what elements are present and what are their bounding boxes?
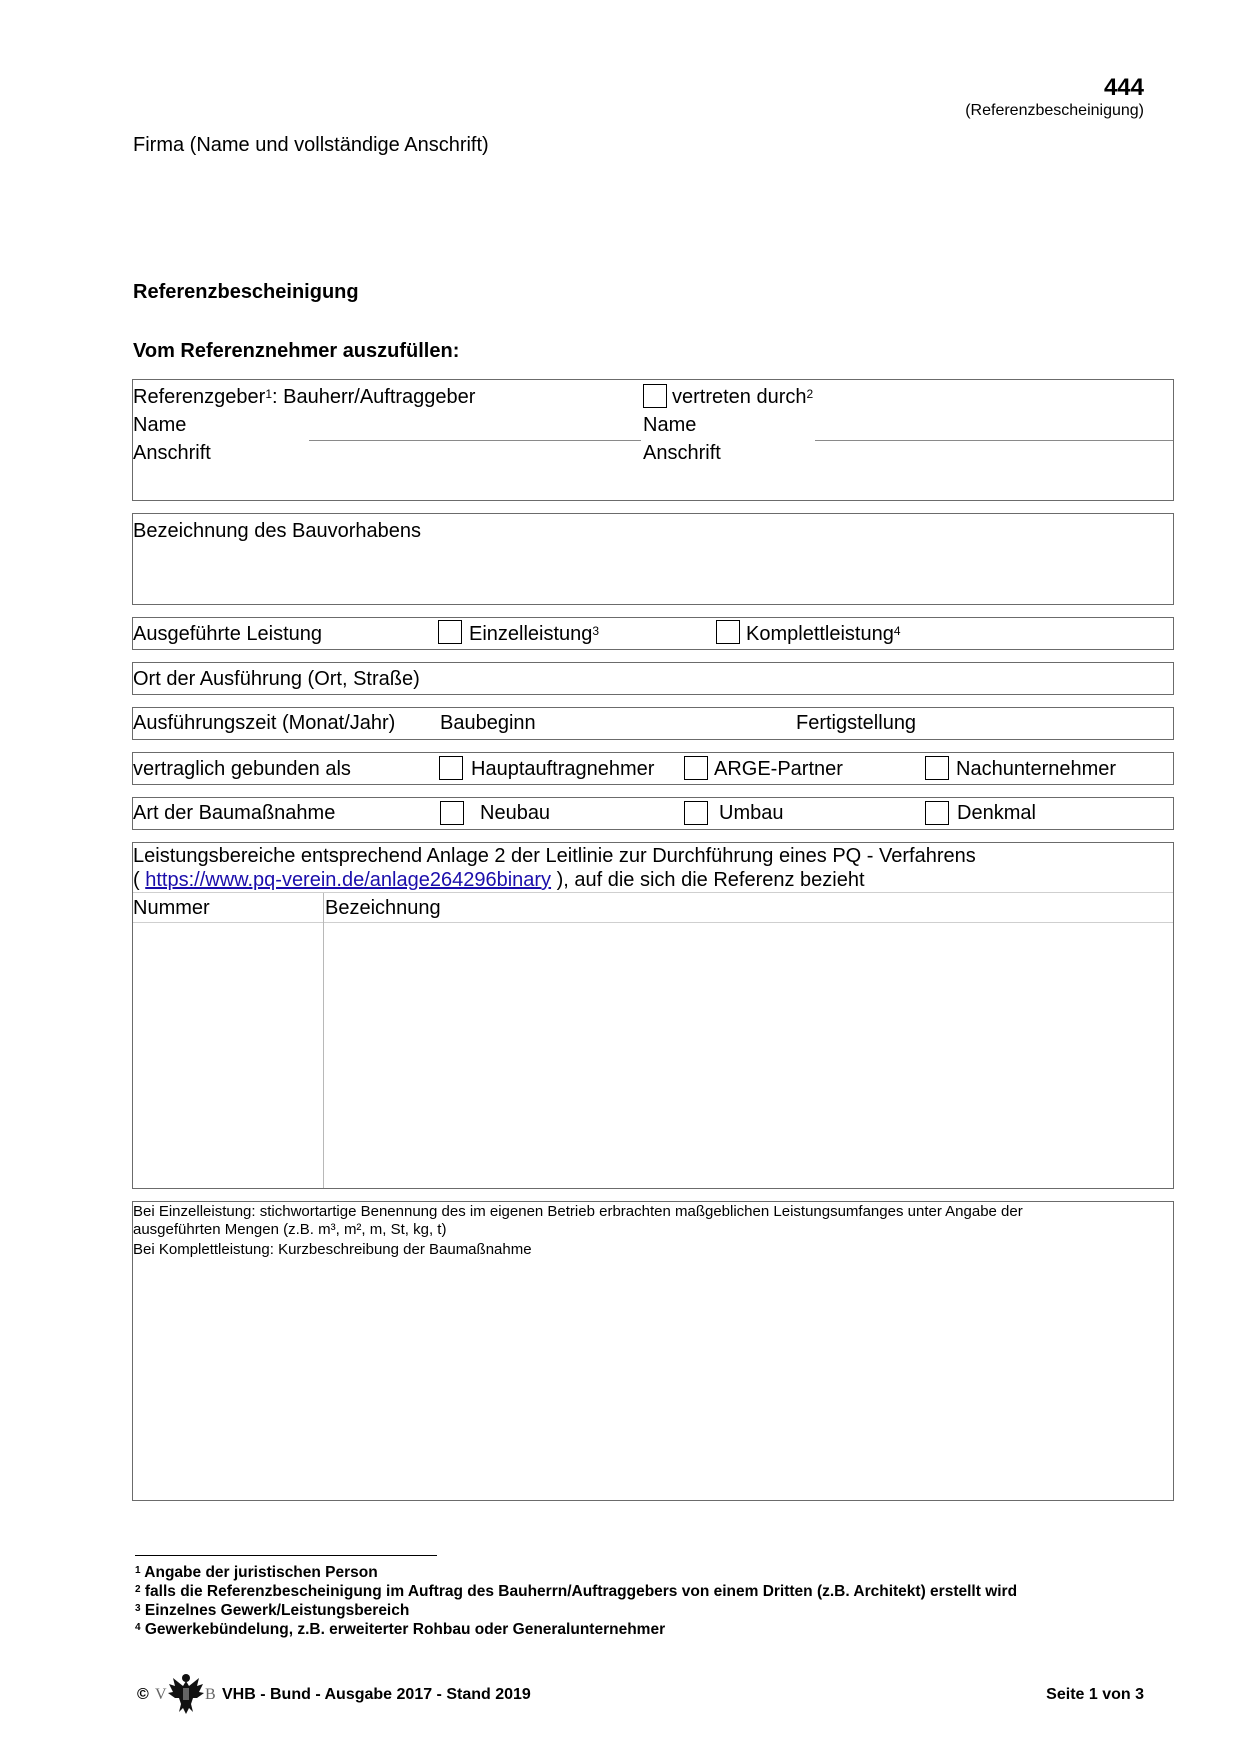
areas-header-divider xyxy=(133,922,1173,923)
measure-label: Art der Baumaßnahme xyxy=(133,802,336,824)
areas-link-line: ( https://www.pq-verein.de/anlage264296binary ), auf die sich die Referenz bezieht xyxy=(133,869,865,891)
single-service-checkbox[interactable] xyxy=(438,620,462,644)
client-title: Referenzgeber$^1$: Bauherr/Auftraggeber xyxy=(133,386,476,408)
section-heading: Vom Referenznehmer auszufüllen: xyxy=(133,340,460,362)
client-address-label: Anschrift xyxy=(133,442,211,464)
footnote-3: $^3$ Einzelnes Gewerk/Leistungsbereich xyxy=(135,1602,410,1619)
representative-name-field[interactable] xyxy=(815,440,1173,441)
copyright-symbol: © xyxy=(137,1686,149,1703)
eagle-icon xyxy=(167,1672,205,1716)
complete-service-label: Komplettleistung$^4$ xyxy=(746,623,901,645)
end-label: Fertigstellung xyxy=(796,712,917,734)
logo-letter-left: V xyxy=(155,1686,167,1703)
areas-number-cell[interactable] xyxy=(134,924,322,1187)
subcontractor-checkbox[interactable] xyxy=(925,756,949,780)
representative-name-label: Name xyxy=(643,414,697,436)
areas-name-cell[interactable] xyxy=(325,924,1172,1187)
footnote-separator xyxy=(135,1555,437,1556)
form-subtitle: (Referenzbescheinigung) xyxy=(965,102,1144,119)
period-label: Ausführungszeit (Monat/Jahr) xyxy=(133,712,396,734)
monument-checkbox[interactable] xyxy=(925,801,949,825)
vhb-logo xyxy=(155,1672,217,1716)
contract-label: vertraglich gebunden als xyxy=(133,758,351,780)
start-label: Baubeginn xyxy=(440,712,536,734)
service-label: Ausgeführte Leistung xyxy=(133,623,323,645)
client-name-field[interactable] xyxy=(309,440,641,441)
conversion-label: Umbau xyxy=(719,802,784,824)
company-label: Firma (Name und vollständige Anschrift) xyxy=(133,134,489,156)
single-service-label: Einzelleistung$^3$ xyxy=(469,623,600,645)
complete-service-checkbox[interactable] xyxy=(716,620,740,644)
description-line-3: Bei Komplettleistung: Kurzbeschreibung der Baumaßnahme xyxy=(133,1241,532,1258)
description-line-2: ausgeführten Mengen (z.B. m³, m², m, St, kg, t) xyxy=(133,1221,447,1238)
col-number-header: Nummer xyxy=(133,897,210,919)
monument-label: Denkmal xyxy=(957,802,1036,824)
footnote-4: $^4$ Gewerkebündelung, z.B. erweiterter Rohbau oder Generalunternehmer xyxy=(135,1621,666,1638)
footnote-2: $^2$ falls die Referenzbescheinigung im Auftrag des Bauherrn/Auftraggebers von einem Dritten (z.B. Architekt) erstellt wird xyxy=(135,1583,1018,1600)
description-line-1: Bei Einzelleistung: stichwortartige Benennung des im eigenen Betrieb erbrachten maßgeblichen Leistungsumfanges unter Angabe der xyxy=(133,1203,1023,1220)
main-contractor-label: Hauptauftragnehmer xyxy=(471,758,655,780)
areas-divider xyxy=(133,892,1173,893)
main-contractor-checkbox[interactable] xyxy=(439,756,463,780)
location-label: Ort der Ausführung (Ort, Straße) xyxy=(133,668,420,690)
new-building-label: Neubau xyxy=(480,802,551,824)
new-building-checkbox[interactable] xyxy=(440,801,464,825)
client-name-label: Name xyxy=(133,414,187,436)
represented-by-checkbox[interactable] xyxy=(643,384,667,408)
representative-address-label: Anschrift xyxy=(643,442,721,464)
pq-link[interactable]: https://www.pq-verein.de/anlage264296binary xyxy=(145,869,552,891)
project-label: Bezeichnung des Bauvorhabens xyxy=(133,520,421,542)
page-title: Referenzbescheinigung xyxy=(133,281,359,303)
conversion-checkbox[interactable] xyxy=(684,801,708,825)
subcontractor-label: Nachunternehmer xyxy=(956,758,1117,780)
areas-column-divider xyxy=(323,893,324,1188)
represented-by-label: vertreten durch$^2$ xyxy=(672,386,814,408)
arge-partner-label: ARGE-Partner xyxy=(714,758,843,780)
col-name-header: Bezeichnung xyxy=(325,897,441,919)
edition-text: VHB - Bund - Ausgabe 2017 - Stand 2019 xyxy=(222,1686,531,1703)
footnote-1: $^1$ Angabe der juristischen Person xyxy=(135,1564,378,1581)
form-number: 444 xyxy=(1103,74,1144,101)
page-number: Seite 1 von 3 xyxy=(1046,1686,1144,1703)
logo-letter-right: B xyxy=(205,1686,216,1703)
arge-partner-checkbox[interactable] xyxy=(684,756,708,780)
areas-heading: Leistungsbereiche entsprechend Anlage 2 der Leitlinie zur Durchführung eines PQ - Verfahrens xyxy=(133,845,976,867)
